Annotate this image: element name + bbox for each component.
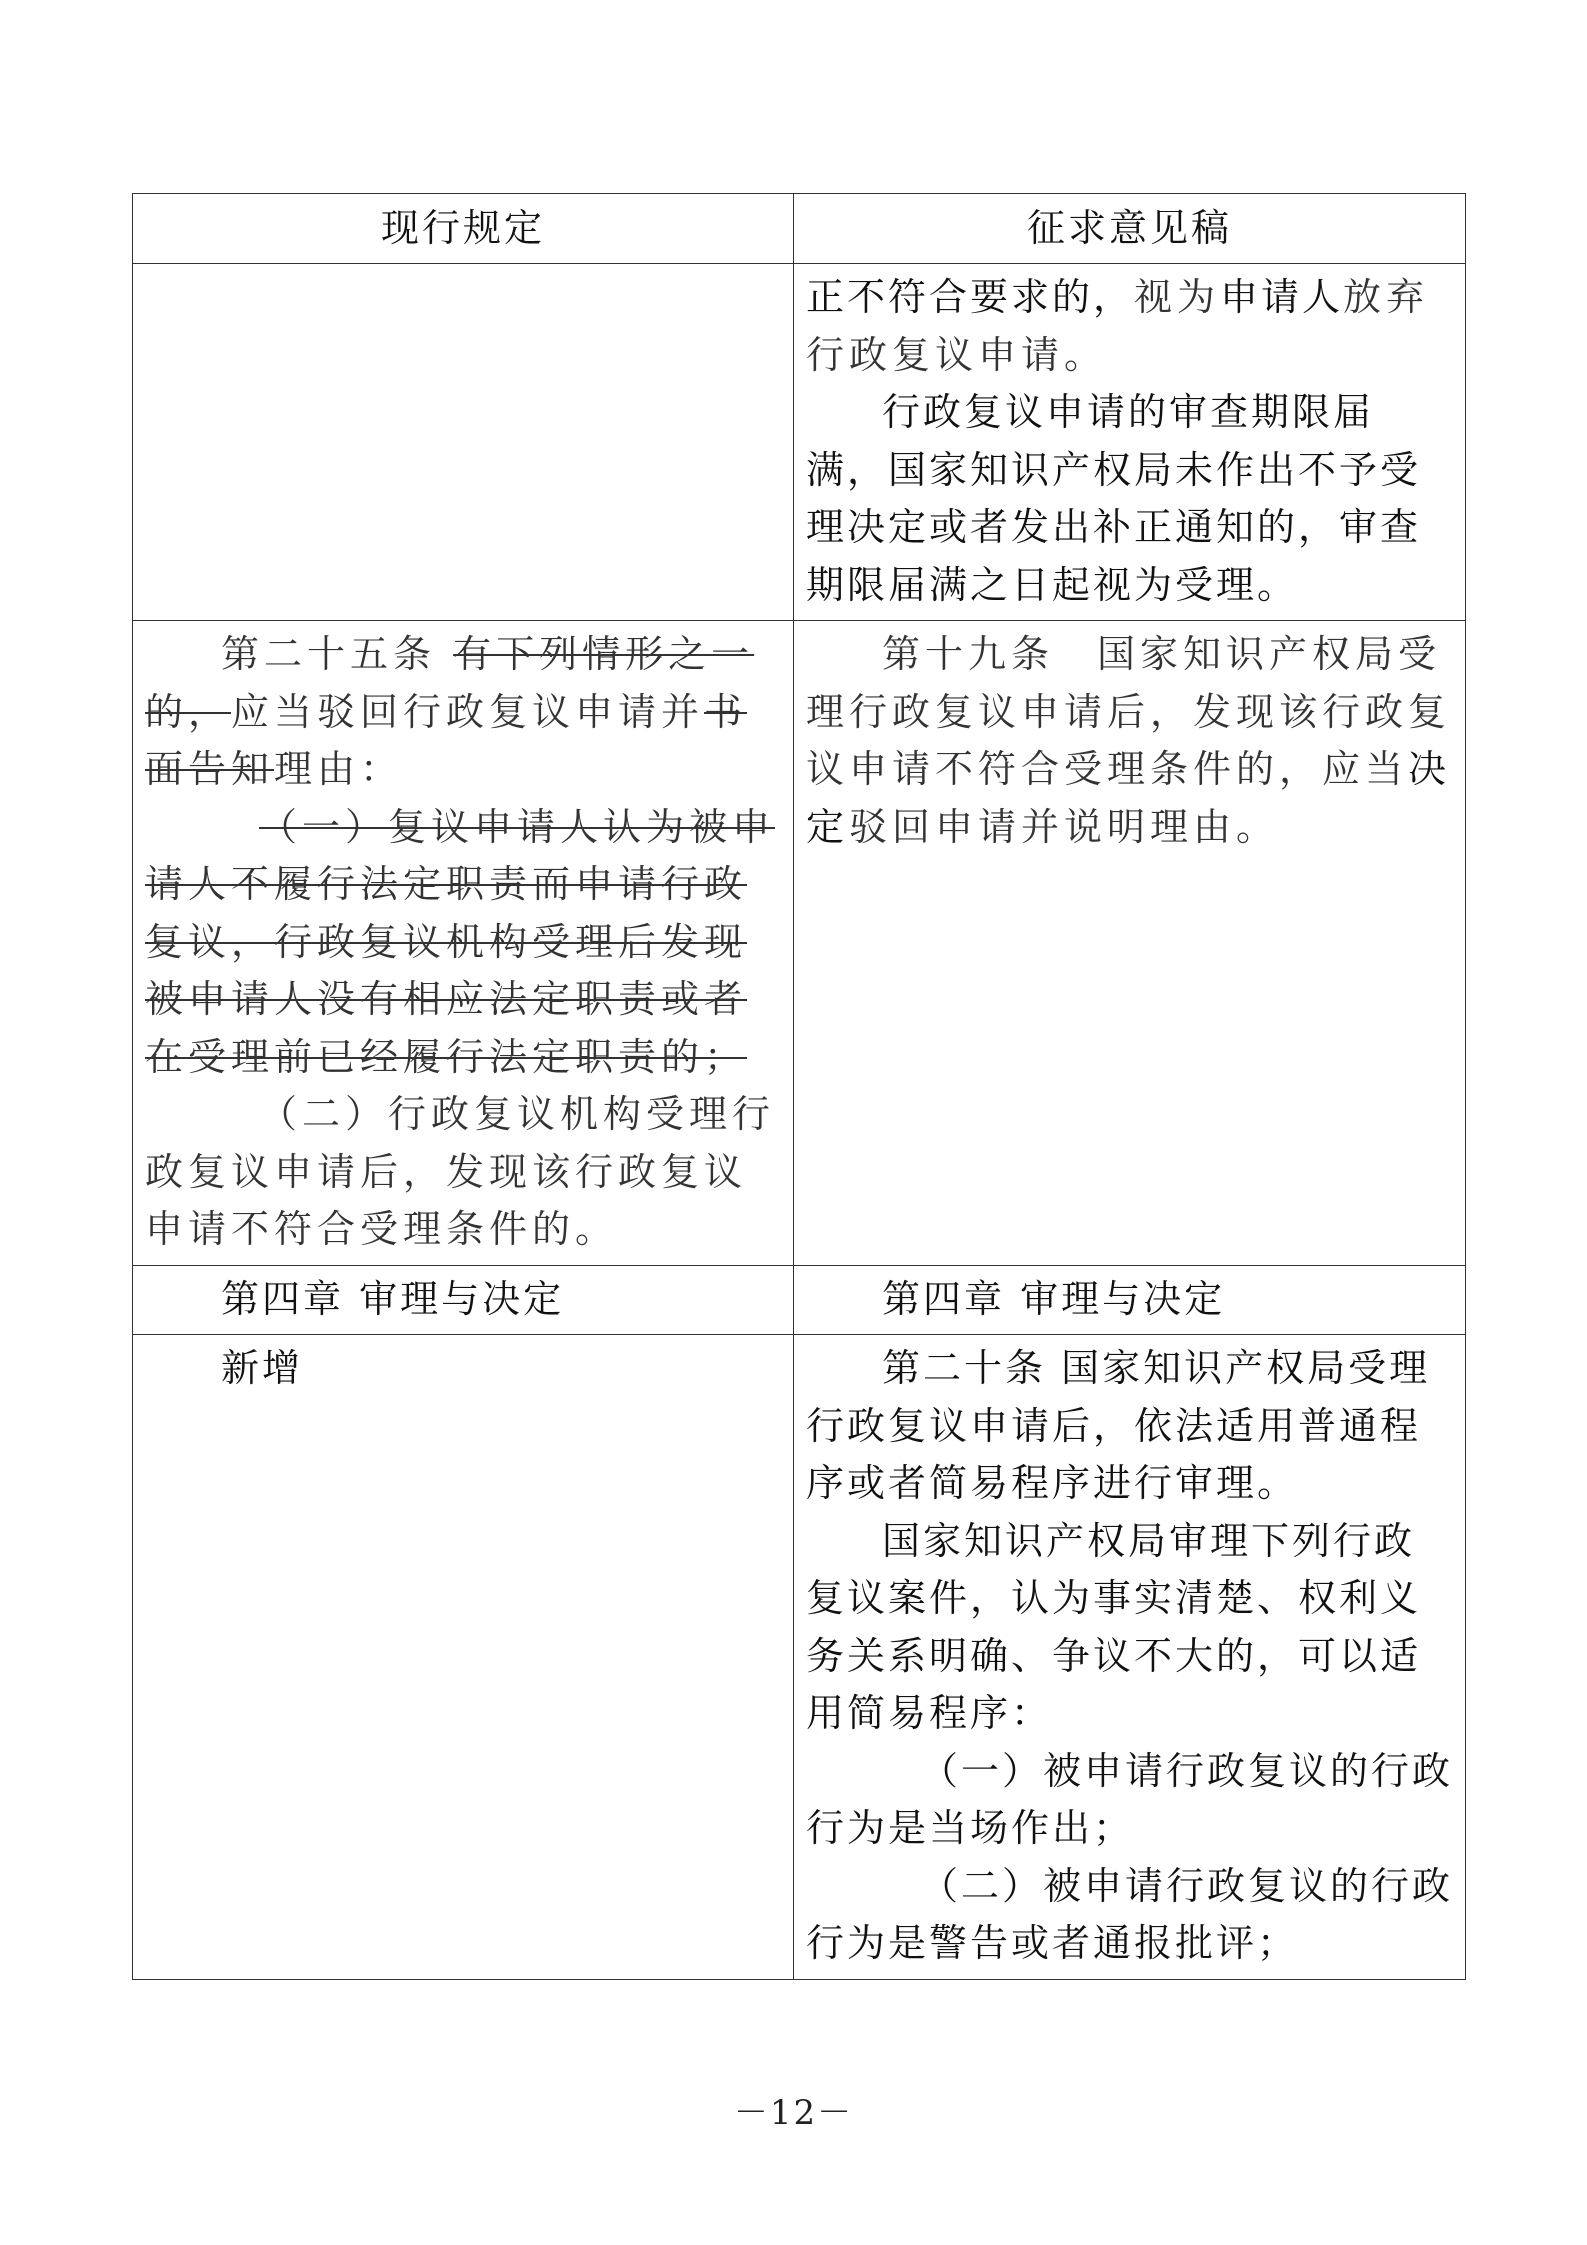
row3-current-chapter: 第四章 审理与决定	[133, 1265, 794, 1335]
row1-current-cell	[133, 264, 794, 621]
table-row	[133, 621, 1466, 1266]
text-segment: 驳回申请并说明理由。	[849, 804, 1280, 849]
row1-draft-cell	[794, 264, 1466, 621]
row2-draft-cell	[794, 621, 1466, 1266]
text-segment: 视为	[1134, 275, 1221, 319]
text-segment: 理由：	[274, 747, 404, 791]
row2-draft-paragraph	[806, 626, 1453, 856]
page-number: －12－	[733, 2093, 854, 2133]
text-segment: 申请人	[1220, 275, 1344, 319]
deleted-text: 有下列情形之一的，	[145, 632, 755, 734]
header-draft: 征求意见稿	[794, 194, 1466, 264]
header-current-rules: 现行规定	[133, 194, 794, 264]
row3-draft-chapter: 第四章 审理与决定	[794, 1265, 1466, 1335]
text-segment: 第二十五条	[221, 632, 454, 676]
row4-draft-item-2: （二）被申请行政复议的行政行为是警告或者通报批评；	[806, 1863, 1454, 1965]
table-header-row	[133, 194, 1466, 264]
row4-draft-paragraph-1: 第二十条 国家知识产权局受理行政复议申请后，依法适用普通程序或者简易程序进行审理。	[806, 1346, 1431, 1505]
row2-current-item-2: （二）行政复议机构受理行政复议申请后，发现该行政复议申请不符合受理条件的。	[145, 1092, 776, 1251]
table-row	[133, 1335, 1466, 1980]
row1-draft-paragraph-1	[806, 269, 1453, 384]
text-segment: 应当驳回行政复议申请并	[231, 689, 705, 734]
deleted-text: 书面告知	[145, 689, 748, 791]
row2-current-cell	[133, 621, 794, 1266]
row2-current-item-1-deleted: （一）复议申请人认为被申请人不履行法定职责而申请行政复议，行政复议机构受理后发现被申请人没有相应法定职责或者在受理前已经履行法定职责的；	[145, 804, 776, 1079]
table-row	[133, 1265, 1466, 1335]
table-row	[133, 264, 1466, 621]
text-segment: 正不符合要求的，	[806, 275, 1135, 319]
row4-current-cell: 新增	[133, 1335, 794, 1980]
row4-draft-item-1: （一）被申请行政复议的行政行为是当场作出；	[806, 1748, 1454, 1850]
comparison-table	[132, 193, 1466, 1980]
row2-current-paragraph-1	[145, 626, 781, 799]
text-segment: 放弃行政复议申请。	[806, 275, 1430, 377]
text-segment: 决定	[806, 747, 1452, 849]
text-segment: 第十九条 国家知识产权局受理行政复议申请后，发现该行政复议申请不符合受理条件的，应当	[806, 632, 1452, 791]
row4-draft-paragraph-2: 国家知识产权局审理下列行政复议案件，认为事实清楚、权利义务关系明确、争议不大的，可以适用简易程序：	[806, 1518, 1422, 1735]
row4-draft-cell	[794, 1335, 1466, 1980]
row1-draft-paragraph-2: 行政复议申请的审查期限届满，国家知识产权局未作出不予受理决定或者发出补正通知的，审查期限届满之日起视为受理。	[806, 390, 1422, 607]
